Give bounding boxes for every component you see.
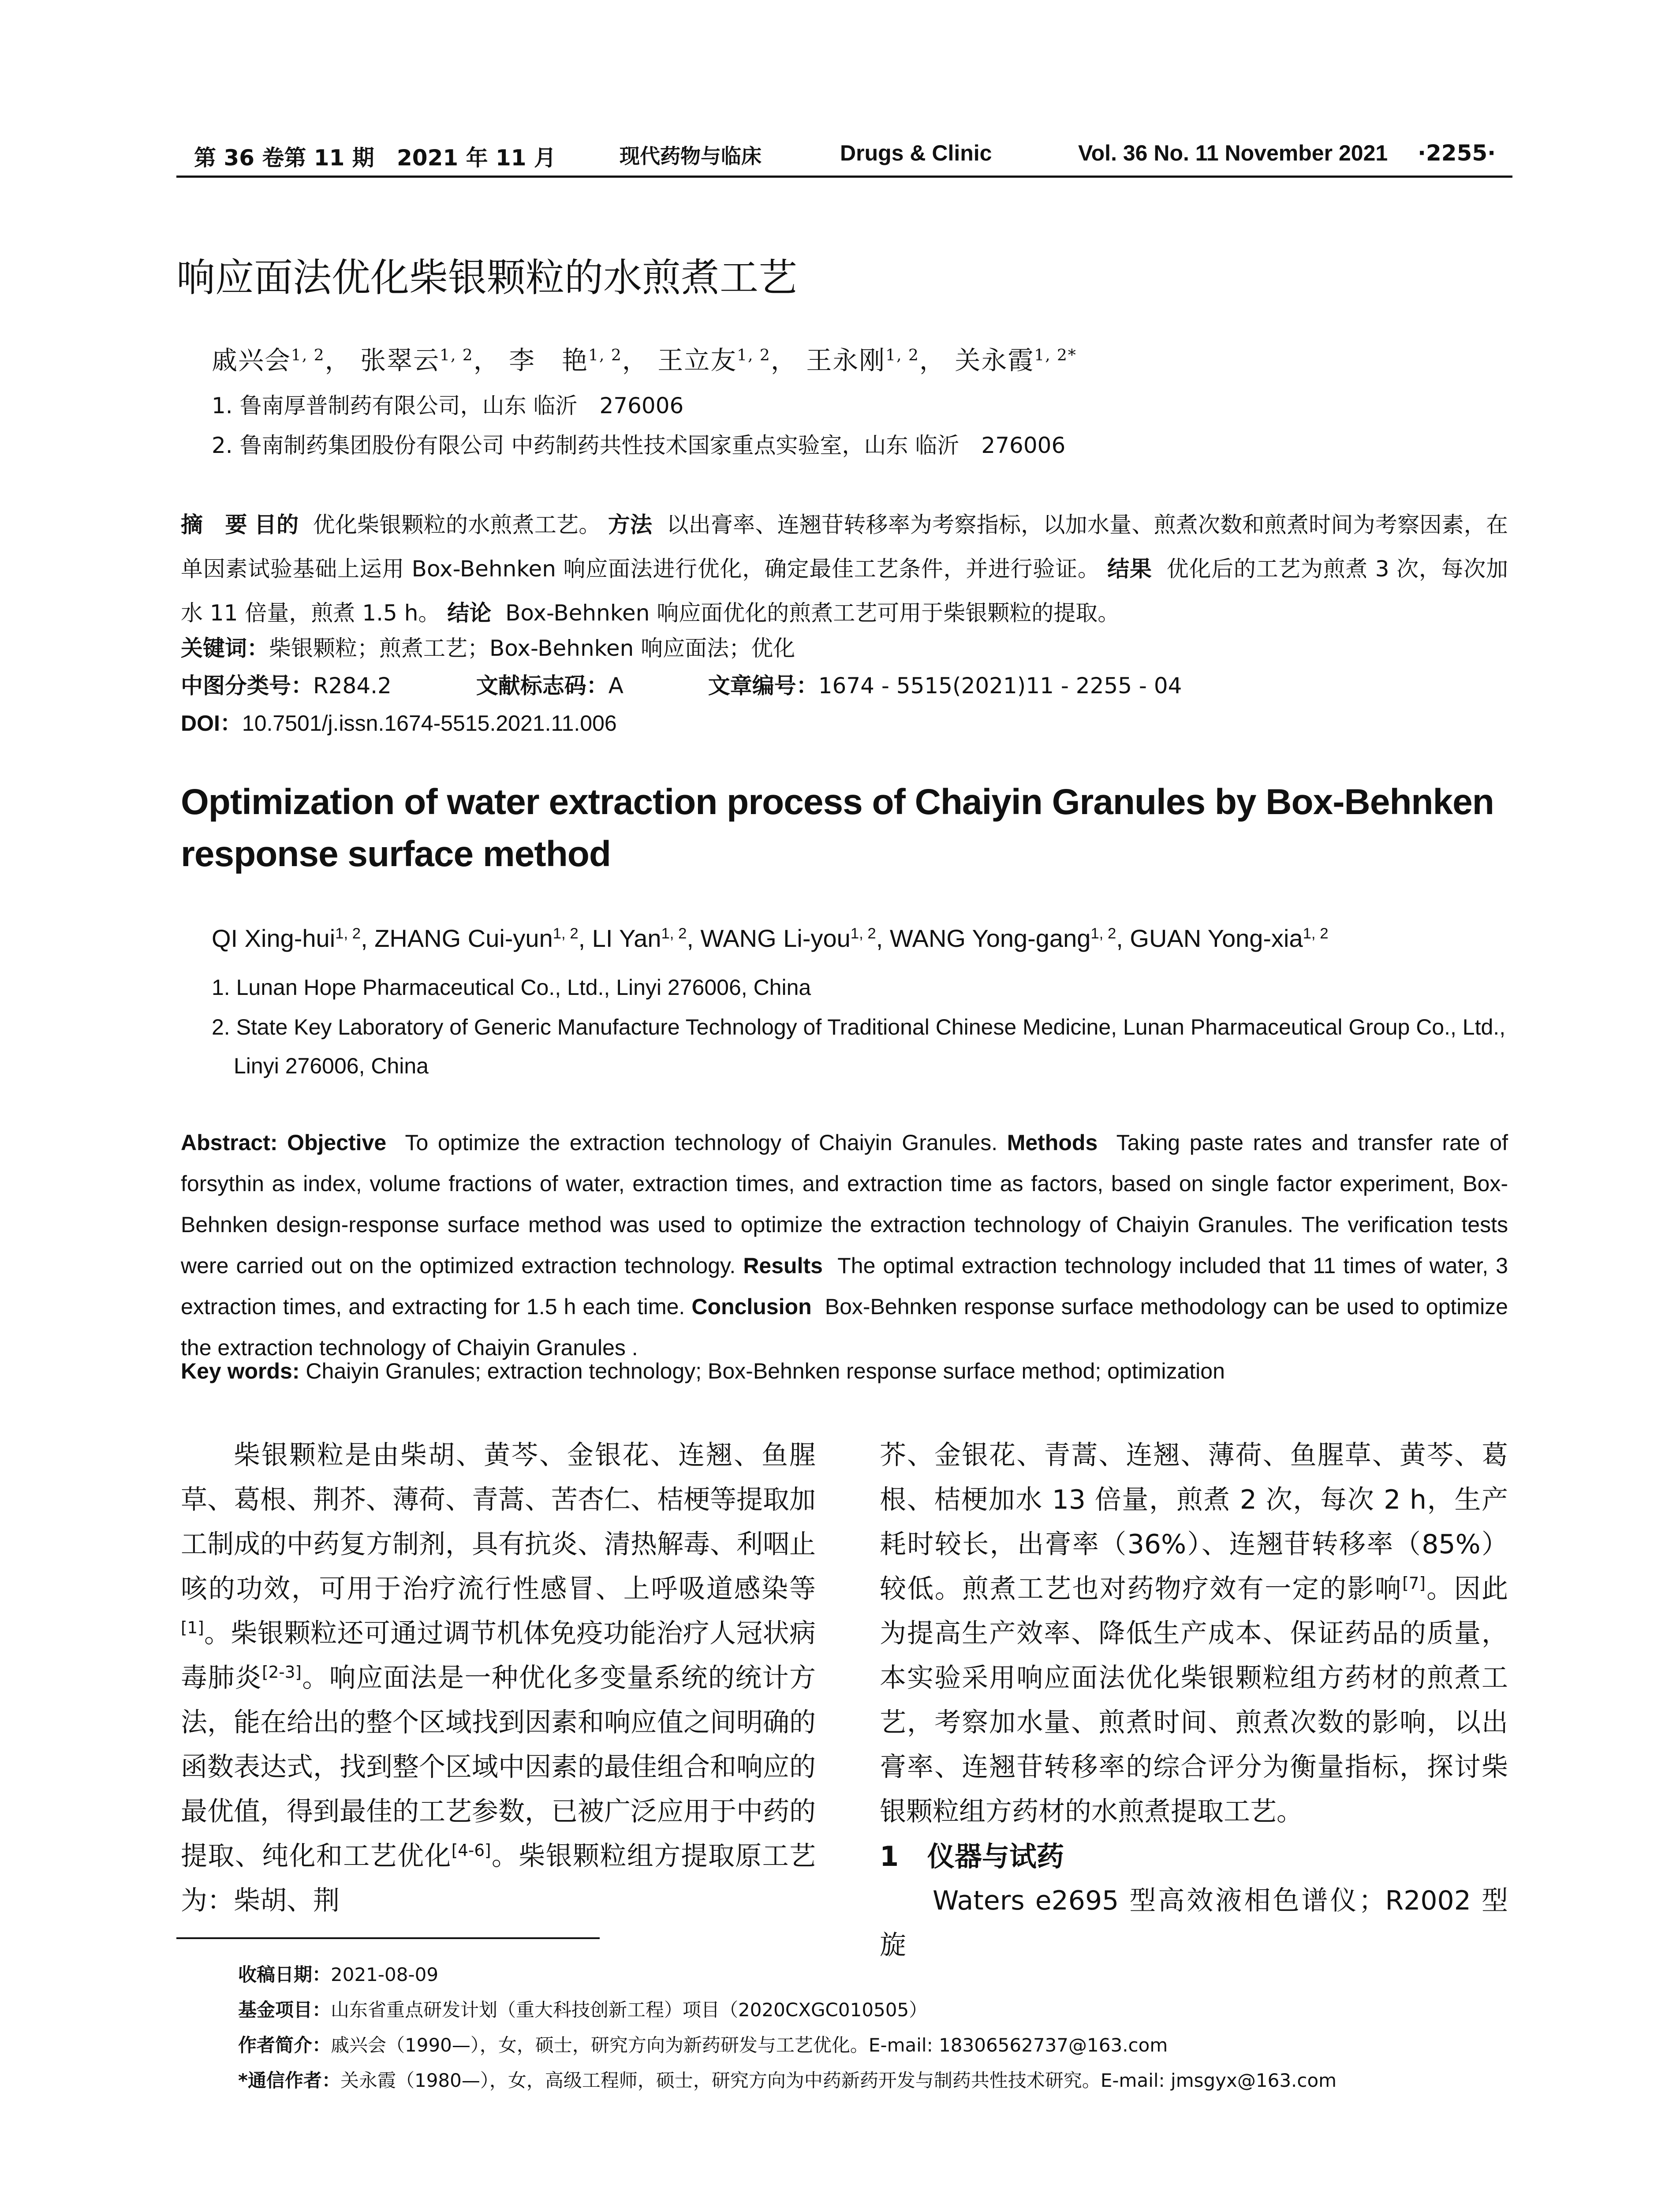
affiliation-cn-1: 1. 鲁南厚普制药有限公司，山东 临沂 276006 bbox=[212, 393, 684, 419]
author-en-sup: 1, 2 bbox=[553, 925, 579, 942]
author-en-sup: 1, 2 bbox=[850, 925, 876, 942]
author-en: QI Xing-hui bbox=[212, 924, 336, 952]
footnote-corresponding bbox=[238, 2066, 1337, 2093]
abstract-cn-results-label: 结果 bbox=[1107, 556, 1152, 582]
author-en: LI Yan bbox=[592, 924, 661, 952]
author-cn-sup: 1, 2 bbox=[885, 346, 919, 365]
abstract-cn bbox=[181, 503, 1508, 635]
author-en: WANG Yong-gang bbox=[889, 924, 1091, 952]
author-cn-sup: 1, 2 bbox=[291, 346, 325, 365]
author-en-sup: 1, 2 bbox=[1090, 925, 1116, 942]
author-cn-sup: 1, 2* bbox=[1034, 346, 1077, 365]
footnote-funding bbox=[238, 1996, 927, 2022]
authors-cn: 戚兴会$^{1, 2}$， 张翠云$^{1, 2}$， 李 艳$^{1, 2}$， 王立友$^{1, 2}$， 王永刚$^{1, 2}$， 关永霞$^{1, 2*}$ bbox=[212, 345, 1077, 375]
abstract-en-objective-label: Objective bbox=[287, 1130, 387, 1155]
affiliation-en-2: 2. State Key Laboratory of Generic Manufacture Technology of Traditional Chinese Medicine, Lunan Pharmaceutical Group Co., Ltd., Linyi 276006, China bbox=[212, 1015, 1506, 1078]
footnote-text: 戚兴会（1990—），女，硕士，研究方向为新药研发与工艺优化。E-mail: 18306562737@163.com bbox=[331, 2034, 1168, 2056]
footnote-rule bbox=[176, 1937, 600, 1939]
doc-code-label: 文献标志码： bbox=[476, 673, 609, 699]
abstract-cn-methods-label: 方法 bbox=[608, 512, 653, 538]
header-volume-en: Vol. 36 No. 11 November 2021 bbox=[1078, 141, 1388, 165]
doi-line bbox=[181, 706, 617, 737]
author-en: ZHANG Cui-yun bbox=[374, 924, 553, 952]
body-text: 。因此为提高生产效率、降低生产成本、保证药品的质量，本实验采用响应面法优化柴银颗粒组方药材的煎煮工艺，考察加水量、煎煮时间、煎煮次数的影响，以出膏率、连翘苷转移率的综合评分为衡量指标，探讨柴银颗粒组方药材的水煎煮提取工艺。 bbox=[880, 1573, 1508, 1827]
body-text: 。柴银颗粒还可通过调节机体免疫功能治疗人冠状病毒肺炎 bbox=[181, 1618, 816, 1693]
body-column-left bbox=[181, 1433, 816, 1923]
section-heading bbox=[880, 1834, 1508, 1879]
abstract-cn-results: 优化后的工艺为煎煮 3 次，每次加水 11 倍量，煎煮 1.5 h。 bbox=[181, 556, 1508, 626]
keywords-cn-value: 柴银颗粒；煎煮工艺；Box-Behnken 响应面法；优化 bbox=[269, 635, 795, 661]
clc-value: R284.2 bbox=[313, 673, 392, 699]
body-paragraph bbox=[181, 1433, 816, 1923]
footnote-label: 基金项目： bbox=[238, 1999, 331, 2021]
author-cn: 关永霞 bbox=[955, 345, 1034, 375]
body-text: Waters e2695 型高效液相色谱仪；R2002 型旋 bbox=[880, 1885, 1508, 1961]
citation: [7] bbox=[1402, 1573, 1426, 1593]
keywords-cn-label: 关键词： bbox=[181, 635, 269, 661]
affiliation-cn-2: 2. 鲁南制药集团股份有限公司 中药制药共性技术国家重点实验室，山东 临沂 276006 bbox=[212, 433, 1066, 458]
footnote-label: 作者简介： bbox=[238, 2034, 331, 2056]
author-en-sup: 1, 2 bbox=[661, 925, 687, 942]
body-paragraph bbox=[880, 1433, 1508, 1834]
author-cn: 戚兴会 bbox=[212, 345, 291, 375]
title-cn: 响应面法优化柴银颗粒的水煎煮工艺 bbox=[176, 255, 798, 300]
abstract-cn-conclusion-label: 结论 bbox=[447, 600, 492, 626]
author-cn-sup: 1, 2 bbox=[440, 346, 474, 365]
authors-en: QI Xing-hui$^{1, 2}$, ZHANG Cui-yun$^{1, 2}$, LI Yan$^{1, 2}$, WANG Li-you$^{1, 2}$, WANG Yong-gang$^{1, 2}$, GUAN Yong-xia$^{1, 2}$ bbox=[212, 924, 1329, 952]
abstract-en-methods-label: Methods bbox=[1007, 1130, 1098, 1155]
author-en-sup: 1, 2 bbox=[335, 925, 361, 942]
abstract-en bbox=[181, 1122, 1508, 1368]
abstract-cn-objective-label: 目的 bbox=[254, 512, 299, 538]
abstract-en-methods: Taking paste rates and transfer rate of forsythin as index, volume fractions of water, extraction times, and extraction time as factors, based on single factor experiment, Box-Behnken design-response surface method was used to optimize the extraction technology of Chaiyin Granules. The verification tests were carried out on the optimized extraction technology. bbox=[181, 1130, 1508, 1278]
footnote-text: 2021-08-09 bbox=[331, 1964, 439, 1985]
clc-label: 中图分类号： bbox=[181, 673, 313, 699]
doi-value: 10.7501/j.issn.1674-5515.2021.11.006 bbox=[242, 711, 617, 736]
abstract-en-results: The optimal extraction technology included that 11 times of water, 3 extraction times, and extracting for 1.5 h each time. bbox=[181, 1253, 1508, 1319]
classification-line bbox=[181, 668, 1182, 700]
author-cn-sup: 1, 2 bbox=[588, 346, 622, 365]
citation: [2-3] bbox=[262, 1662, 302, 1682]
author-cn: 王永刚 bbox=[806, 345, 886, 375]
body-text: 芥、金银花、青蒿、连翘、薄荷、鱼腥草、黄芩、葛根、桔梗加水 13 倍量，煎煮 2 次，每次 2 h，生产耗时较长，出膏率（36%）、连翘苷转移率（85%）较低。煎煮工艺也对药物疗效有一定的影响 bbox=[880, 1440, 1508, 1604]
header-volume-cn: 第 36 卷第 11 期 bbox=[194, 145, 374, 171]
body-text: 柴银颗粒是由柴胡、黄芩、金银花、连翘、鱼腥草、葛根、荆芥、薄荷、青蒿、苦杏仁、桔梗等提取加工制成的中药复方制剂，具有抗炎、清热解毒、利咽止咳的功效，可用于治疗流行性感冒、上呼吸道感染等 bbox=[181, 1440, 816, 1604]
affiliation-en-1: 1. Lunan Hope Pharmaceutical Co., Ltd., Linyi 276006, China bbox=[212, 975, 811, 1000]
header-journal-cn: 现代药物与临床 bbox=[620, 144, 762, 168]
footnote-received bbox=[238, 1960, 438, 1987]
header-rule bbox=[176, 176, 1512, 178]
header-journal-en: Drugs & Clinic bbox=[840, 141, 992, 165]
abstract-cn-conclusion: Box-Behnken 响应面优化的煎煮工艺可用于柴银颗粒的提取。 bbox=[505, 600, 1120, 626]
abstract-en-conclusion-label: Conclusion bbox=[691, 1294, 812, 1319]
abstract-en-results-label: Results bbox=[743, 1253, 823, 1278]
abstract-en-objective: To optimize the extraction technology of Chaiyin Granules. bbox=[405, 1130, 998, 1155]
abstract-cn-label: 摘 要 bbox=[181, 512, 247, 538]
author-cn-sup: 1, 2 bbox=[737, 346, 771, 365]
abstract-cn-objective: 优化柴银颗粒的水煎煮工艺。 bbox=[313, 512, 601, 538]
body-column-right bbox=[880, 1433, 1508, 1968]
footnote-author-bio bbox=[238, 2031, 1168, 2057]
abstract-en-label: Abstract: bbox=[181, 1130, 278, 1155]
footnote-label: *通信作者： bbox=[238, 2070, 340, 2091]
doi-label: DOI： bbox=[181, 711, 242, 736]
section-title: 仪器与试药 bbox=[927, 1840, 1064, 1872]
article-number-label: 文章编号： bbox=[708, 673, 818, 699]
body-text: 。柴银颗粒组方提取原工艺为：柴胡、荆 bbox=[181, 1841, 816, 1916]
citation: [1] bbox=[181, 1618, 204, 1637]
section-number: 1 bbox=[880, 1840, 899, 1872]
footnote-text: 关永霞（1980—），女，高级工程师，硕士，研究方向为中药新药开发与制药共性技术研究。E-mail: jmsgyx@163.com bbox=[340, 2070, 1337, 2091]
title-en: Optimization of water extraction process of Chaiyin Granules by Box-Behnken response surface method bbox=[181, 782, 1494, 874]
header-page-number: ·2255· bbox=[1418, 140, 1496, 166]
author-cn: 王立友 bbox=[657, 345, 737, 375]
body-paragraph bbox=[880, 1879, 1508, 1968]
doc-code-value: A bbox=[608, 673, 623, 699]
author-en-sup: 1, 2 bbox=[1303, 925, 1329, 942]
author-en: GUAN Yong-xia bbox=[1130, 924, 1303, 952]
abstract-cn-methods: 以出膏率、连翘苷转移率为考察指标，以加水量、煎煮次数和煎煮时间为考察因素，在单因素试验基础上运用 Box-Behnken 响应面法进行优化，确定最佳工艺条件，并进行验证。 bbox=[181, 512, 1508, 582]
footnote-text: 山东省重点研发计划（重大科技创新工程）项目（2020CXGC010505） bbox=[331, 1999, 928, 2021]
author-en: WANG Li-you bbox=[700, 924, 851, 952]
footnote-label: 收稿日期： bbox=[238, 1964, 331, 1985]
author-cn: 李 艳 bbox=[509, 345, 589, 375]
citation: [4-6] bbox=[451, 1840, 491, 1860]
keywords-en-label: Key words: bbox=[181, 1359, 300, 1383]
author-cn: 张翠云 bbox=[360, 345, 440, 375]
body-text: 。响应面法是一种优化多变量系统的统计方法，能在给出的整个区域找到因素和响应值之间明确的函数表达式，找到整个区域中因素的最佳组合和响应的最优值，得到最佳的工艺参数，已被广泛应用于中药的提取、纯化和工艺优化 bbox=[181, 1663, 816, 1872]
article-number-value: 1674 - 5515(2021)11 - 2255 - 04 bbox=[818, 673, 1182, 699]
keywords-en bbox=[181, 1358, 1225, 1384]
abstract-en-conclusion: Box-Behnken response surface methodology can be used to optimize the extraction technology of Chaiyin Granules . bbox=[181, 1294, 1508, 1360]
keywords-cn bbox=[181, 631, 795, 662]
keywords-en-value: Chaiyin Granules; extraction technology; Box-Behnken response surface method; optimization bbox=[306, 1359, 1225, 1383]
header-date-cn: 2021 年 11 月 bbox=[397, 145, 556, 171]
